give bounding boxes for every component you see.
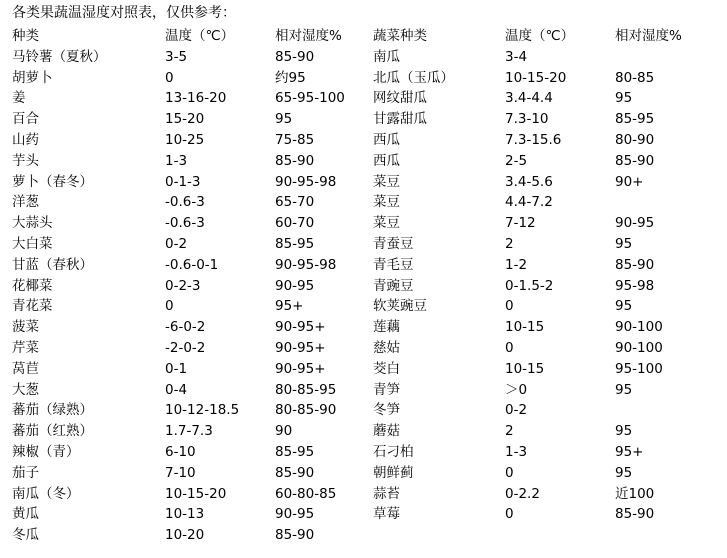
humidity-cell-right: 80-90 (615, 131, 655, 148)
temperature-cell-right: 10-15-20 (505, 69, 567, 86)
temperature-cell-right: 0 (505, 506, 514, 523)
variety-cell-right: 菜豆 (373, 194, 400, 211)
temperature-cell-right: 0-2 (505, 402, 528, 419)
humidity-cell: 95 (275, 111, 293, 128)
humidity-cell-right: 85-90 (615, 152, 655, 169)
table-row (0, 234, 727, 255)
table-row (0, 68, 727, 89)
variety-cell: 大白菜 (12, 235, 53, 252)
humidity-cell-right: 90-100 (615, 319, 663, 336)
humidity-cell: 60-80-85 (275, 485, 337, 502)
humidity-cell-right: 85-90 (615, 506, 655, 523)
variety-cell: 青花菜 (12, 298, 53, 315)
temperature-cell: 1.7-7.3 (165, 423, 213, 440)
humidity-cell-right: 90+ (615, 173, 644, 190)
table-row (0, 255, 727, 276)
table-row (0, 484, 727, 505)
humidity-cell: 65-70 (275, 194, 315, 211)
temperature-cell-right: 3-4 (505, 48, 528, 65)
variety-cell: 菠菜 (12, 319, 39, 336)
page-title: 各类果蔬温湿度对照表，仅供参考： (12, 5, 236, 21)
variety-cell-right: 青笋 (373, 381, 400, 398)
humidity-cell-right: 80-85 (615, 69, 655, 86)
temperature-cell: -0.6-0-1 (165, 256, 219, 273)
header-temperature: 温度（℃） (165, 28, 235, 44)
variety-cell-right: 冬笋 (373, 402, 400, 419)
temperature-cell-right: 0-2.2 (505, 485, 540, 502)
humidity-cell: 90-95 (275, 277, 315, 294)
variety-cell-right: 蒜苔 (373, 485, 400, 502)
temperature-humidity-table (0, 26, 727, 546)
temperature-cell-right: 7-12 (505, 215, 536, 232)
humidity-cell: 85-90 (275, 48, 315, 65)
table-row (0, 213, 727, 234)
header-temperature-right: 温度（℃） (505, 28, 575, 44)
variety-cell-right: 甘露甜瓜 (373, 111, 427, 128)
humidity-cell-right: 95 (615, 235, 633, 252)
variety-cell-right: 朝鲜蓟 (373, 464, 414, 481)
humidity-cell: 90-95+ (275, 319, 326, 336)
variety-cell: 百合 (12, 111, 39, 128)
temperature-cell: 13-16-20 (165, 90, 227, 107)
temperature-cell-right: 0 (505, 298, 514, 315)
temperature-cell: 10-13 (165, 506, 205, 523)
humidity-cell-right: 90-100 (615, 339, 663, 356)
table-row (0, 380, 727, 401)
header-vegetable-variety: 蔬菜种类 (373, 28, 427, 44)
humidity-cell: 80-85-95 (275, 381, 337, 398)
humidity-cell-right: 85-95 (615, 111, 655, 128)
variety-cell-right: 菜豆 (373, 215, 400, 232)
temperature-cell: 10-12-18.5 (165, 402, 240, 419)
humidity-cell-right: 95-98 (615, 277, 655, 294)
variety-cell: 南瓜（冬） (12, 485, 80, 502)
humidity-cell-right: 95 (615, 90, 633, 107)
humidity-cell: 90-95 (275, 506, 315, 523)
variety-cell: 大蒜头 (12, 215, 53, 232)
temperature-cell-right: 0-1.5-2 (505, 277, 554, 294)
temperature-cell-right: 7.3-10 (505, 111, 549, 128)
temperature-cell-right: 4.4-7.2 (505, 194, 553, 211)
table-row (0, 109, 727, 130)
variety-cell-right: 青毛豆 (373, 256, 414, 273)
variety-cell-right: 软荚豌豆 (373, 298, 427, 315)
variety-cell-right: 青蚕豆 (373, 235, 414, 252)
humidity-cell-right: 95 (615, 423, 633, 440)
humidity-cell: 90-95+ (275, 339, 326, 356)
humidity-cell-right: 近100 (615, 485, 655, 502)
variety-cell-right: 网纹甜瓜 (373, 90, 427, 107)
variety-cell-right: 北瓜（玉瓜） (373, 69, 454, 86)
variety-cell: 马铃薯（夏秋） (12, 48, 107, 65)
temperature-cell: -0.6-3 (165, 215, 205, 232)
temperature-cell-right: 10-15 (505, 319, 545, 336)
table-header-row (0, 26, 727, 47)
variety-cell-right: 石刁柏 (373, 443, 414, 460)
variety-cell-right: 西瓜 (373, 131, 400, 148)
temperature-cell: 0 (165, 69, 174, 86)
humidity-cell-right: 95 (615, 464, 633, 481)
variety-cell: 山药 (12, 131, 39, 148)
temperature-cell: 0 (165, 298, 174, 315)
humidity-cell-right: 95+ (615, 443, 644, 460)
header-variety: 种类 (12, 28, 39, 44)
humidity-cell-right: 95-100 (615, 360, 663, 377)
table-row (0, 317, 727, 338)
table-row (0, 463, 727, 484)
variety-cell-right: 莲藕 (373, 319, 400, 336)
humidity-cell: 75-85 (275, 131, 315, 148)
humidity-cell: 85-90 (275, 464, 315, 481)
table-row (0, 192, 727, 213)
table-row (0, 130, 727, 151)
table-row (0, 172, 727, 193)
table-row (0, 296, 727, 317)
temperature-cell: 10-15-20 (165, 485, 227, 502)
variety-cell: 黄瓜 (12, 506, 39, 523)
humidity-cell-right: 85-90 (615, 256, 655, 273)
temperature-cell: -0.6-3 (165, 194, 205, 211)
humidity-cell: 约95 (275, 69, 306, 86)
variety-cell: 蕃茄（红熟） (12, 423, 93, 440)
temperature-cell: 3-5 (165, 48, 188, 65)
variety-cell-right: 菜豆 (373, 173, 400, 190)
variety-cell-right: 慈姑 (373, 339, 400, 356)
table-row (0, 47, 727, 68)
table-row (0, 442, 727, 463)
table-row (0, 400, 727, 421)
temperature-cell-right: 1-2 (505, 256, 528, 273)
temperature-cell: 0-1 (165, 360, 188, 377)
humidity-cell: 90-95-98 (275, 173, 337, 190)
temperature-cell-right: 2 (505, 235, 514, 252)
humidity-cell: 95+ (275, 298, 304, 315)
variety-cell-right: 蘑菇 (373, 423, 400, 440)
variety-cell: 萝卜（春冬） (12, 173, 93, 190)
humidity-cell-right: 95 (615, 298, 633, 315)
variety-cell: 姜 (12, 90, 26, 107)
temperature-cell: 0-2-3 (165, 277, 201, 294)
variety-cell-right: 南瓜 (373, 48, 400, 65)
table-row (0, 421, 727, 442)
table-row (0, 525, 727, 546)
table-row (0, 359, 727, 380)
temperature-cell-right: 0 (505, 339, 514, 356)
temperature-cell-right: 0 (505, 464, 514, 481)
temperature-cell-right: 10-15 (505, 360, 545, 377)
temperature-cell: -2-0-2 (165, 339, 206, 356)
temperature-cell-right: 3.4-4.4 (505, 90, 553, 107)
temperature-cell: 10-20 (165, 527, 205, 544)
humidity-cell: 85-90 (275, 152, 315, 169)
variety-cell: 冬瓜 (12, 527, 39, 544)
variety-cell: 莴苣 (12, 360, 39, 377)
temperature-cell: 7-10 (165, 464, 196, 481)
humidity-cell: 85-90 (275, 527, 315, 544)
humidity-cell: 90 (275, 423, 293, 440)
variety-cell: 芋头 (12, 152, 39, 169)
temperature-cell-right: 7.3-15.6 (505, 131, 562, 148)
humidity-cell: 60-70 (275, 215, 315, 232)
humidity-cell: 90-95+ (275, 360, 326, 377)
temperature-cell: 10-25 (165, 131, 205, 148)
variety-cell: 大葱 (12, 381, 39, 398)
variety-cell: 甘蓝（春秋） (12, 256, 93, 273)
table-row (0, 276, 727, 297)
header-humidity: 相对湿度% (275, 28, 342, 44)
variety-cell: 芹菜 (12, 339, 39, 356)
variety-cell-right: 青豌豆 (373, 277, 414, 294)
temperature-cell-right: 2 (505, 423, 514, 440)
temperature-cell: 0-1-3 (165, 173, 201, 190)
variety-cell: 茄子 (12, 464, 39, 481)
temperature-cell: -6-0-2 (165, 319, 206, 336)
variety-cell-right: 西瓜 (373, 152, 400, 169)
temperature-cell: 1-3 (165, 152, 188, 169)
humidity-cell: 85-95 (275, 443, 315, 460)
temperature-cell: 15-20 (165, 111, 205, 128)
humidity-cell: 65-95-100 (275, 90, 345, 107)
variety-cell-right: 草莓 (373, 506, 400, 523)
humidity-cell-right: 95 (615, 381, 633, 398)
humidity-cell: 85-95 (275, 235, 315, 252)
variety-cell: 辣椒（青） (12, 443, 80, 460)
temperature-cell: 0-2 (165, 235, 188, 252)
temperature-cell-right: 1-3 (505, 443, 528, 460)
header-humidity-right: 相对湿度% (615, 28, 682, 44)
table-row (0, 504, 727, 525)
variety-cell: 洋葱 (12, 194, 39, 211)
humidity-cell-right: 90-95 (615, 215, 655, 232)
variety-cell-right: 茭白 (373, 360, 400, 377)
table-row (0, 338, 727, 359)
table-row (0, 88, 727, 109)
temperature-cell: 0-4 (165, 381, 188, 398)
temperature-cell-right: ＞0 (505, 381, 528, 398)
variety-cell: 胡萝卜 (12, 69, 53, 86)
variety-cell: 花椰菜 (12, 277, 53, 294)
variety-cell: 蕃茄（绿熟） (12, 402, 93, 419)
humidity-cell: 80-85-90 (275, 402, 337, 419)
temperature-cell: 6-10 (165, 443, 196, 460)
humidity-cell: 90-95-98 (275, 256, 337, 273)
temperature-cell-right: 2-5 (505, 152, 528, 169)
table-row (0, 151, 727, 172)
temperature-cell-right: 3.4-5.6 (505, 173, 553, 190)
